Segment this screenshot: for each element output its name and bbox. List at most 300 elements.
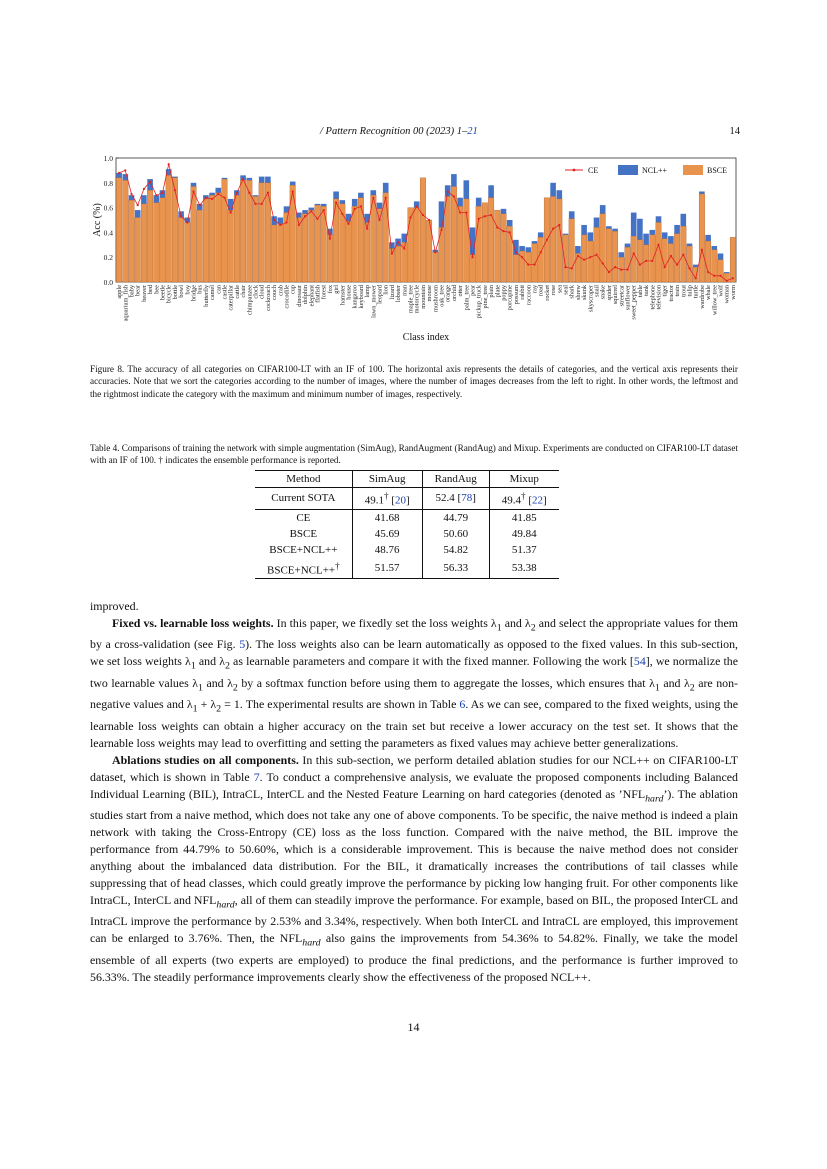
x-tick-label: butterfly [202, 285, 210, 307]
cell-mixup: 49.4† [22] [489, 488, 558, 510]
point-ce [385, 197, 387, 199]
bar-bsce [464, 199, 470, 282]
point-ce [186, 221, 188, 223]
x-tick-label: rose [550, 285, 558, 296]
bar-bsce [395, 246, 401, 282]
point-ce [261, 203, 263, 205]
cell-method: CE [255, 509, 352, 526]
point-ce [546, 239, 548, 241]
point-ce [168, 163, 170, 165]
x-tick-label: whale [705, 285, 713, 301]
point-ce [199, 204, 201, 206]
x-tick-label: pine_tree [481, 285, 489, 309]
paragraph: improved. [90, 599, 139, 613]
bar-bsce [495, 210, 501, 282]
x-tick-label: crab [277, 285, 285, 296]
x-tick-label: spider [605, 285, 613, 301]
point-ce [397, 241, 399, 243]
x-tick-label: clock [252, 285, 260, 299]
bar-bsce [650, 235, 656, 282]
x-tick-label: woman [723, 285, 731, 304]
x-tick-label: fox [326, 285, 334, 294]
x-axis-title: Class index [402, 332, 450, 343]
x-tick-label: lion [382, 285, 390, 295]
cell-randaug: 54.82 [422, 542, 489, 558]
y-tick-label: 0.2 [103, 253, 113, 263]
point-ce [329, 238, 331, 240]
paragraph-heading: Ablations studies on all components. [112, 752, 299, 767]
x-tick-label: shrew [574, 285, 582, 301]
point-ce [521, 256, 523, 258]
x-tick-label: sunflower [624, 285, 632, 311]
x-tick-label: baby [128, 285, 136, 298]
x-tick-label: apple [116, 285, 124, 299]
x-tick-label: bee [153, 285, 161, 294]
bar-bsce [327, 235, 333, 282]
bar-bsce [129, 200, 135, 282]
x-tick-label: hamster [339, 285, 347, 305]
point-ce [707, 271, 709, 273]
point-ce [490, 214, 492, 216]
bar-bsce [569, 219, 575, 282]
header-simaug: SimAug [352, 471, 422, 488]
table-row [255, 526, 559, 542]
bar-bsce [216, 193, 222, 282]
x-tick-label: snail [593, 285, 601, 297]
bar-bsce [674, 234, 680, 282]
cell-mixup: 49.84 [511, 527, 537, 540]
bar-bsce [296, 218, 302, 282]
point-ce [130, 193, 132, 195]
point-ce [254, 203, 256, 205]
x-tick-label: table [636, 285, 644, 298]
y-tick-label: 1.0 [103, 154, 113, 163]
header-method: Method [255, 471, 352, 488]
point-ce [416, 205, 418, 207]
point-ce [719, 275, 721, 277]
cell-randaug: 44.79 [422, 509, 489, 526]
bar-bsce [513, 255, 519, 282]
cell-mixup: 53.38 [489, 558, 558, 579]
figure-caption: Figure 8. The accuracy of all categories on CIFAR100-LT with an IF of 100. The horizontal axis represents the details of categories, and the vertical axis represents their accuracies. Note that we sort the categories according to the number of images, where the number of images decreases from the left to right. In other words, the leftmost and the rightmost indicate the category with the maximum and minimum number of images, respectively. [90, 364, 738, 399]
x-tick-label: bicycle [165, 285, 173, 304]
x-tick-label: orange [444, 285, 452, 303]
x-tick-label: cockroach [264, 285, 272, 311]
cell-method: BSCE+NCL++ [255, 542, 352, 558]
point-ce [701, 249, 703, 251]
x-tick-label: raccoon [525, 285, 533, 305]
x-tick-label: forest [320, 285, 328, 300]
bar-bsce [364, 222, 370, 282]
journal-name: / Pattern Recognition 00 (2023) 1–21 [320, 126, 478, 137]
x-tick-label: mouse [426, 285, 434, 302]
bar-bsce [507, 226, 513, 282]
x-tick-label: orchid [450, 285, 458, 302]
point-ce [440, 229, 442, 231]
point-ce [732, 277, 734, 279]
point-ce [571, 267, 573, 269]
x-tick-label: pickup_truck [475, 285, 483, 319]
paragraph-loss-weights: Fixed vs. learnable loss weights. In this paper, we fixedly set the loss weights $\lambda_1$ and $\lambda_2$ and select the appropriate values for them by a cross-validation (see Fig. 5). The loss weights also can be learn automatically as opposed to the fixed values. In this sub-section, we set loss weights $\lambda_1$ and $\lambda_2$ as learnable parameters and compare it with the fixed manner. Following the work [54], we normalize the two learnable values $\lambda_1$ and $\lambda_2$ by a softmax function before using them to aggregate the losses, which ensures that $\lambda_1$ and $\lambda_2$ are non-negative values and $\lambda_1 + \lambda_2 = 1$. The experimental results are shown in Table 6. As we can see, compared to the fixed weights, using the learnable loss weights can obtain a higher accuracy on the train set but receive a lower accuracy on the test set. It shows that the learnable loss weights may lead to overfitting and setting the parameters as fixed values may achieve better generalizations. [90, 616, 738, 750]
point-ce [192, 190, 194, 192]
bar-bsce [457, 206, 463, 282]
point-ce [664, 266, 666, 268]
bar-bsce [228, 210, 234, 282]
bar-bsce [488, 198, 494, 282]
x-tick-label: porcupine [506, 285, 514, 311]
point-ce [509, 231, 511, 233]
x-tick-label: trout [680, 285, 688, 297]
x-tick-label: leopard [376, 285, 384, 304]
bar-bsce [414, 208, 420, 282]
bar-bsce [705, 241, 711, 282]
citation-link[interactable]: 78 [461, 492, 473, 505]
x-tick-label: sea [556, 285, 564, 294]
x-tick-label: poppy [500, 285, 508, 301]
x-tick-label: elephant [308, 285, 316, 307]
bar-bsce [185, 222, 191, 282]
table-row [255, 558, 559, 579]
point-ce [360, 205, 362, 207]
bar-bsce [141, 204, 147, 282]
x-tick-label: castle [221, 285, 229, 300]
bar-bsce [302, 214, 308, 282]
bar-bsce [600, 214, 606, 282]
header-mixup: Mixup [509, 473, 539, 485]
bar-bsce [278, 224, 284, 282]
bar-bsce [433, 252, 439, 282]
x-tick-label: road [537, 285, 545, 297]
bar-bsce [575, 253, 581, 282]
point-ce [273, 219, 275, 221]
accuracy-chart [80, 150, 750, 345]
x-tick-label: lamp [364, 285, 372, 298]
x-tick-label: kangaroo [351, 285, 359, 309]
bar-bsce [501, 214, 507, 282]
body-text [90, 598, 738, 986]
point-ce [422, 214, 424, 216]
point-ce [409, 216, 411, 218]
bar-bsce [588, 241, 594, 282]
x-tick-label: telephone [649, 285, 657, 310]
bar-bsce [234, 195, 240, 282]
x-tick-label: otter [457, 285, 465, 297]
bar-bsce [259, 183, 265, 282]
point-ce [155, 194, 157, 196]
bar-bsce [420, 178, 426, 282]
x-tick-label: tulip [686, 285, 694, 297]
cell-method: Current SOTA [255, 488, 352, 510]
point-ce [552, 228, 554, 230]
point-ce [285, 221, 287, 223]
point-ce [434, 251, 436, 253]
table-header-row [255, 471, 559, 488]
point-ce [651, 260, 653, 262]
x-tick-label: flatfish [314, 285, 322, 303]
x-tick-label: dinosaur [295, 285, 303, 307]
x-tick-label: rocket [543, 285, 551, 301]
x-tick-label: shark [568, 285, 576, 299]
x-tick-label: train [674, 285, 682, 297]
cell-randaug: 56.33 [422, 558, 489, 579]
point-ce [298, 224, 300, 226]
point-ce [149, 180, 151, 182]
bar-bsce [166, 175, 172, 282]
figure-link[interactable]: 5 [239, 637, 246, 652]
point-ce [292, 190, 294, 192]
point-ce [354, 208, 356, 210]
point-ce [378, 219, 380, 221]
point-ce [236, 192, 238, 194]
point-ce [577, 255, 579, 257]
x-tick-label: palm_tree [463, 285, 471, 311]
x-tick-label: crocodile [283, 285, 291, 309]
bar-bsce [606, 229, 612, 282]
bar-bsce [240, 180, 246, 282]
header-randaug: RandAug [422, 471, 489, 488]
bar-bsce [482, 203, 488, 282]
cell-mixup: 51.37 [511, 543, 537, 556]
x-tick-label: bridge [190, 285, 198, 302]
x-tick-label: willow_tree [711, 285, 719, 316]
header-page-number: 14 [729, 126, 740, 137]
bar-bsce [116, 178, 122, 282]
table-row-sota [255, 488, 559, 510]
legend-bsce-label: BSCE [707, 166, 728, 175]
point-ce [645, 260, 647, 262]
point-ce [540, 251, 542, 253]
x-tick-label: ray [531, 285, 539, 294]
cell-simaug: 51.57 [352, 558, 422, 579]
bar-bsce [265, 183, 271, 282]
bar-bsce [730, 237, 736, 282]
x-tick-label: boy [184, 285, 192, 295]
chart-svg [80, 150, 750, 345]
point-ce [211, 198, 213, 200]
point-ce [626, 269, 628, 271]
x-tick-label: aquarium_fish [122, 285, 130, 322]
point-ce [465, 211, 467, 213]
point-ce [695, 277, 697, 279]
cell-method: BSCE [255, 526, 352, 542]
x-tick-label: skunk [581, 284, 589, 301]
bar-bsce [123, 180, 129, 282]
cell-simaug: 41.68 [352, 509, 422, 526]
point-ce [602, 262, 604, 264]
bar-bsce [470, 255, 476, 282]
point-ce [341, 213, 343, 215]
x-tick-label: snake [599, 285, 607, 300]
point-ce [713, 275, 715, 277]
point-ce [230, 211, 232, 213]
bar-bsce [699, 194, 705, 282]
point-ce [676, 264, 678, 266]
point-ce [583, 259, 585, 261]
citation-link[interactable]: 54 [633, 654, 646, 669]
x-tick-label: keyboard [357, 285, 365, 309]
paragraph-heading: Fixed vs. learnable loss weights. [112, 616, 274, 630]
point-ce [502, 230, 504, 232]
point-ce [620, 269, 622, 271]
point-ce [118, 172, 120, 174]
bar-bsce [209, 195, 215, 282]
point-ce [335, 202, 337, 204]
bar-bsce [333, 199, 339, 282]
table-caption: Table 4. Comparisons of training the network with simple augmentation (SimAug), RandAugment (RandAug) and Mixup. Experiments are conducted on CIFAR100-LT dataset with an IF of 100. † indicates the ensemble performance is reported. [90, 443, 738, 466]
point-ce [478, 218, 480, 220]
table-link[interactable]: 7 [253, 769, 260, 784]
bar-bsce [718, 260, 724, 282]
point-ce [688, 267, 690, 269]
point-ce [403, 247, 405, 249]
bar-bsce [309, 210, 315, 282]
point-ce [657, 244, 659, 246]
bar-bsce [340, 204, 346, 282]
citation-link[interactable]: 22 [532, 494, 544, 507]
y-axis-title: Acc (%) [92, 203, 103, 237]
x-tick-label: caterpillar [227, 285, 235, 311]
y-tick-label: 0.4 [103, 228, 113, 238]
point-ce [614, 266, 616, 268]
point-ce [347, 223, 349, 225]
plot-area [116, 158, 736, 282]
point-ce [161, 192, 163, 194]
x-tick-label: squirrel [612, 285, 620, 305]
x-tick-label: dolphin [302, 285, 310, 305]
cell-simaug: 49.1† [20] [352, 488, 422, 510]
point-ce [143, 188, 145, 190]
x-tick-label: maple_tree [407, 285, 415, 313]
cell-randaug: 52.4 [78] [422, 488, 489, 510]
point-ce [391, 252, 393, 254]
bar-bsce [550, 196, 556, 282]
cell-mixup: 41.85 [511, 511, 537, 524]
x-tick-label: tiger [661, 285, 669, 297]
x-tick-label: house [345, 285, 353, 300]
point-ce [496, 226, 498, 228]
x-tick-label: mountain [419, 285, 427, 309]
bar-bsce [197, 210, 203, 282]
x-tick-label: bus [196, 285, 204, 294]
point-ce [533, 264, 535, 266]
point-ce [205, 197, 207, 199]
cell-method: BSCE+NCL++† [255, 558, 352, 579]
point-ce [471, 256, 473, 258]
x-tick-label: beaver [140, 285, 148, 302]
bar-bsce [526, 252, 532, 282]
x-tick-label: possum [512, 285, 520, 305]
bar-bsce [271, 225, 277, 282]
point-ce [279, 224, 281, 226]
point-ce [633, 252, 635, 254]
x-tick-label: mushroom [432, 285, 440, 312]
point-ce [428, 219, 430, 221]
point-ce [484, 215, 486, 217]
legend-ncl-label: NCL++ [642, 166, 668, 175]
x-tick-label: bowl [178, 285, 186, 298]
bar-bsce [135, 218, 141, 282]
results-table [255, 470, 559, 579]
x-tick-label: lizard [388, 285, 396, 300]
bar-bsce [222, 179, 228, 282]
bar-bsce [352, 206, 358, 282]
point-ce [223, 197, 225, 199]
legend-ce-label: CE [588, 166, 599, 175]
x-tick-label: cup [289, 285, 297, 295]
x-tick-label: bear [134, 285, 142, 296]
x-tick-label: plain [488, 285, 496, 298]
point-ce [304, 215, 306, 217]
x-tick-label: lawn_mower [370, 285, 378, 318]
x-tick-label: cloud [258, 285, 266, 299]
bar-bsce [643, 245, 649, 282]
x-tick-label: wolf [717, 285, 725, 297]
x-tick-label: cattle [233, 285, 241, 299]
x-tick-label: turtle [692, 285, 700, 299]
point-ce [180, 215, 182, 217]
point-ce [137, 204, 139, 206]
point-ce [447, 190, 449, 192]
bar-bsce [668, 244, 674, 282]
bar-bsce [154, 203, 160, 282]
point-ce [267, 192, 269, 194]
x-tick-label: beetle [159, 285, 167, 301]
x-tick-label: can [215, 285, 223, 294]
legend-ce-marker [573, 169, 576, 172]
bar-bsce [253, 196, 259, 282]
x-tick-label: sweet_pepper [630, 285, 638, 320]
point-ce [589, 256, 591, 258]
point-ce [174, 189, 176, 191]
page-number: 14 [407, 1020, 420, 1034]
bar-bsce [203, 199, 209, 282]
bar-bsce [532, 244, 538, 282]
bar-bsce [563, 235, 569, 282]
x-tick-label: seal [562, 285, 570, 295]
bar-bsce [147, 190, 153, 282]
citation-link[interactable]: 20 [394, 494, 406, 507]
bar-bsce [445, 196, 451, 282]
y-tick-label: 0.0 [103, 278, 113, 287]
x-tick-label: worm [729, 285, 737, 300]
x-tick-label: couch [271, 285, 279, 301]
table-link[interactable]: 6 [459, 697, 466, 712]
x-tick-label: bed [147, 285, 155, 295]
point-ce [564, 266, 566, 268]
point-ce [217, 193, 219, 195]
point-ce [124, 169, 126, 171]
point-ce [515, 251, 517, 253]
x-tick-label: motorcycle [413, 285, 421, 314]
point-ce [323, 209, 325, 211]
x-tick-label: plate [494, 285, 502, 298]
x-tick-label: skyscraper [587, 285, 595, 312]
point-ce [527, 264, 529, 266]
x-tick-label: pear [469, 285, 477, 296]
bar-bsce [172, 178, 178, 282]
legend-ncl-swatch [618, 165, 638, 175]
x-tick-label: lobster [395, 285, 403, 303]
x-tick-label: girl [333, 285, 341, 294]
x-tick-label: camel [209, 285, 217, 301]
journal-link[interactable]: 21 [467, 126, 478, 137]
point-ce [453, 195, 455, 197]
bar-bsce [712, 250, 718, 282]
point-ce [459, 211, 461, 213]
paragraph-ablation: Ablations studies on all components. In this sub-section, we perform detailed ablation studies for our NCL++ on CIFAR100-LT dataset, which is shown in Table 7. To conduct a comprehensive analysis, we evaluate the proposed components including Balanced Individual Learning (BIL), IntraCL, InterCL and the Nested Feature Learning on hard categories (denoted as $’NFL_{hard}$’). The ablation studies start from a naive method, which does not take any one of above components. To be specific, the naive method is indeed a plain network with taking the Cross-Entropy (CE) loss as the loss function. Compared with the naive method, the BIL improve the performance from 44.79% to 50.60%, which is a considerable improvement. This is because the naive method does not consider anything about the imbalanced data distribution. For the BIL, it dramatically increases the contributions of tail classes while suppressing that of head classes, which could greatly improve the performance by picking low hanging fruit. For other components like IntraCL, InterCL and $NFL_{hard}$, all of them can steadily improve the performance. For example, based on BIL, the proposed InterCL and IntraCL improve the performance by 2.53% and 3.34%, respectively. When both InterCL and IntraCL are employed, this improvement can be enlarged to 3.76%. Then, the $NFL_{hard}$ also gains the improvements from 54.36% to 54.82%. Finally, we take the model ensemble of all experts (two experts are employed) to produce the final predictions, and the performance is further improved to 56.33%. The steadily performance improvements clearly show the effectiveness of the proposed NCL++. [90, 752, 739, 984]
point-ce [595, 254, 597, 256]
x-tick-label: tank [643, 285, 651, 296]
